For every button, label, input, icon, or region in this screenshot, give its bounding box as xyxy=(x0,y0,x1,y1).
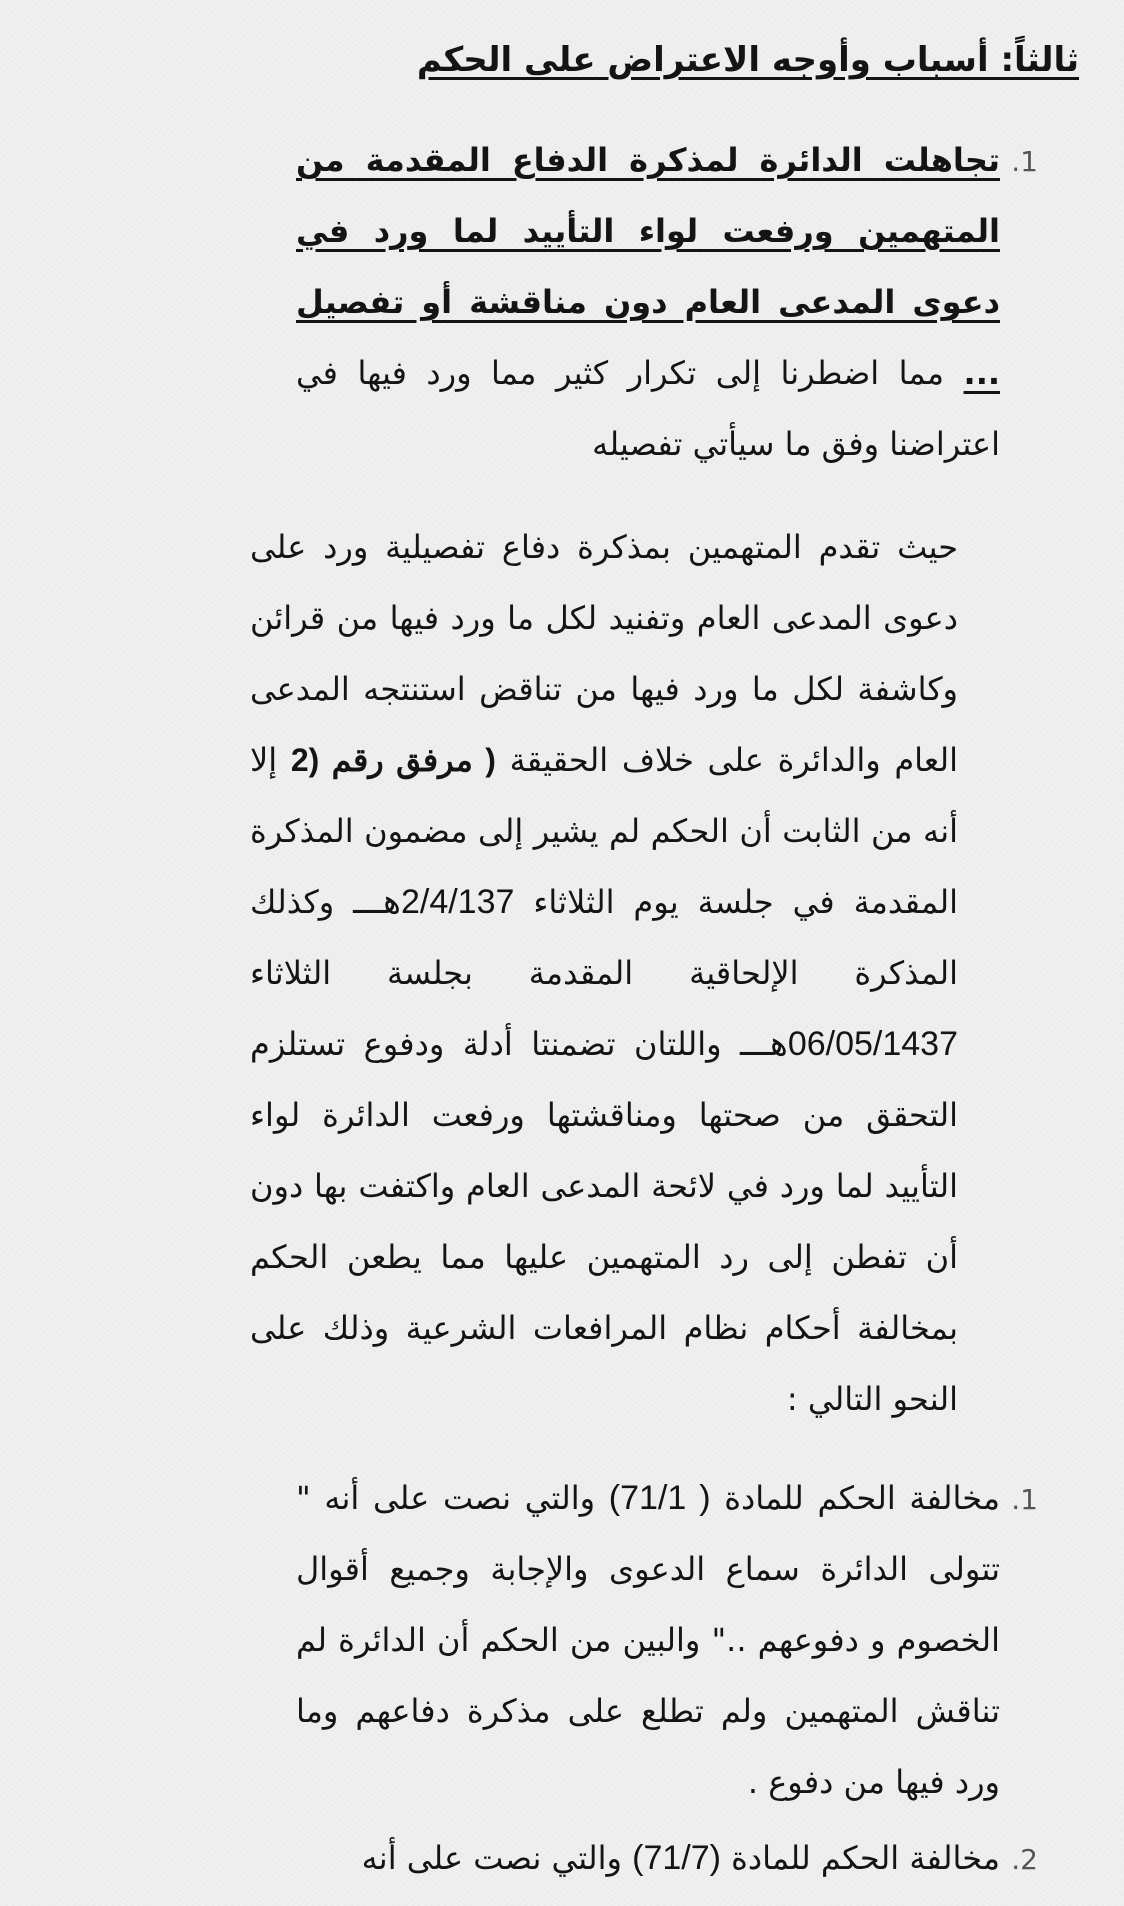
session-date-2: 06/05/1437هـــ xyxy=(740,1025,958,1063)
paragraph-text-3: وكذلك المذكرة الإلحاقية المقدمة بجلسة الثلاثاء xyxy=(250,883,958,992)
list-item-1 xyxy=(296,125,1000,480)
paragraph-text-1: حيث تقدم المتهمين بمذكرة دفاع تفصيلية ورد على دعوى المدعى العام وتفنيد لكل ما ورد فيها من قرائن وكاشفة لكل ما ورد فيها من تناقض استنتجه المدعى العام والدائرة على خلاف الحقيقة xyxy=(250,528,959,779)
article-reference-2: (71/7) xyxy=(632,1839,721,1877)
sub-list-item-1 xyxy=(296,1463,1000,1818)
sub2-text-2: والتي نصت على أنه xyxy=(361,1839,633,1877)
sub2-text-1: مخالفة الحكم للمادة xyxy=(720,1839,1000,1877)
item1-text: مما اضطرنا إلى تكرار كثير مما ورد فيها في اعتراضنا وفق ما سيأتي تفصيله xyxy=(296,354,1000,463)
sub-list-marker-1: .1 xyxy=(1011,1483,1038,1516)
sub-list-item-2 xyxy=(296,1823,1000,1894)
session-date-1: 2/4/137هـــ xyxy=(353,883,515,921)
attachment-reference: ( مرفق رقم (2 xyxy=(290,742,496,778)
body-paragraph xyxy=(250,512,958,1435)
sub1-text-2: والتي نصت على أنه " تتولى الدائرة سماع الدعوى والإجابة وجميع أقوال الخصوم و دفوعهم .." والبين من الحكم أن الدائرة لم تناقش المتهمين ولم تطلع على مذكرة دفاعهم وما ورد فيها من دفوع . xyxy=(296,1479,1000,1801)
sub-list-marker-2: .2 xyxy=(1011,1843,1038,1876)
paragraph-text-2: إلا أنه من الثابت أن الحكم لم يشير إلى مضمون المذكرة المقدمة في جلسة يوم الثلاثاء xyxy=(250,741,958,921)
sub1-text-1: مخالفة الحكم للمادة xyxy=(710,1479,1001,1517)
article-reference-1: ( 71/1) xyxy=(608,1479,711,1517)
paragraph-text-4: واللتان تضمنتا أدلة ودفوع تستلزم التحقق من صحتها ومناقشتها ورفعت الدائرة لواء التأييد لما ورد في لائحة المدعى العام واكتفت بها دون أن تفطن إلى رد المتهمين عليها مما يطعن الحكم بمخالفة أحكام نظام المرافعات الشرعية وذلك على النحو التالي : xyxy=(250,1025,958,1418)
section-heading: ثالثاً: أسباب وأوجه الاعتراض على الحكم xyxy=(416,40,1079,80)
item1-emphasis: تجاهلت الدائرة لمذكرة الدفاع المقدمة من المتهمين ورفعت لواء التأييد لما ورد في دعوى المدعى العام دون مناقشة أو تفصيل ... xyxy=(296,141,1000,392)
list-marker-1: .1 xyxy=(1011,145,1038,178)
